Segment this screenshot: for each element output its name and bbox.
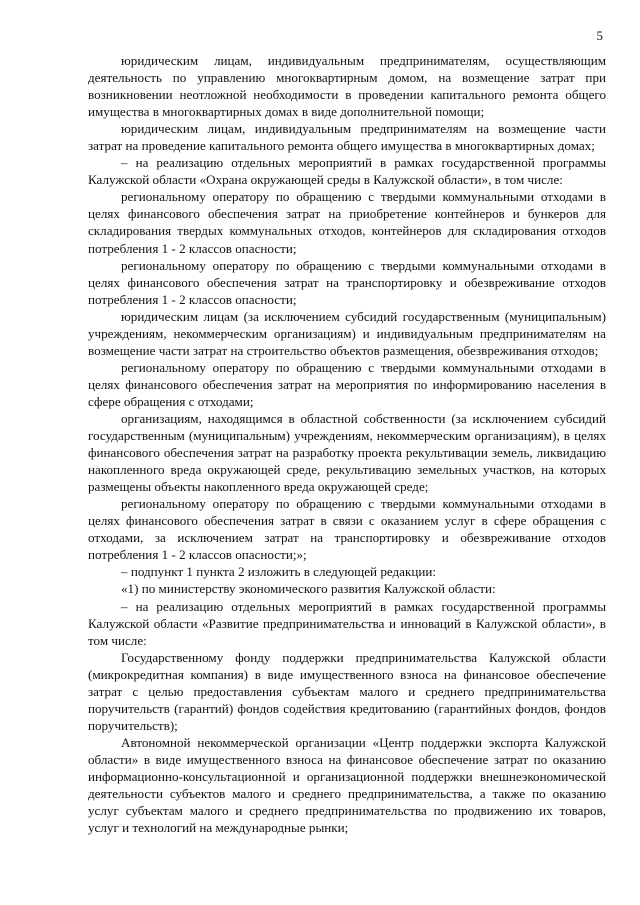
paragraph: – на реализацию отдельных мероприятий в рамках государственной программы Калужской области «Охрана окружающей среды в Калужской области», в том числе: xyxy=(88,155,606,188)
paragraph: юридическим лицам (за исключением субсидий государственным (муниципальным) учреждениям, некоммерческим организациям) и индивидуальным предпринимателям на возмещение части затрат на строительство объектов размещения, обезвреживания отходов; xyxy=(88,308,606,358)
paragraph: – на реализацию отдельных мероприятий в рамках государственной программы Калужской области «Развитие предпринимательства и инноваций в Калужской области», в том числе: xyxy=(88,598,606,648)
paragraph: организациям, находящимся в областной собственности (за исключением субсидий государственным (муниципальным) учреждениям, некоммерческим организациям), в целях финансового обеспечения затрат на разработку проекта рекультивации земель, ликвидацию накопленного вреда окружающей среде, рекультивацию земельных участков, на которых размещены объекты накопленного вреда окружающей среде; xyxy=(88,410,606,495)
paragraph: региональному оператору по обращению с твердыми коммунальными отходами в целях финансового обеспечения затрат в связи с оказанием услуг в сфере обращения с отходами, за исключением затрат на транспортировку и обезвреживание отходов потребления 1 - 2 классов опасности;»; xyxy=(88,496,606,563)
page-number: 5 xyxy=(596,28,603,43)
paragraph: региональному оператору по обращению с твердыми коммунальными отходами в целях финансового обеспечения затрат на приобретение контейнеров и бункеров для складирования твердых коммунальных отходов, контейнеров для складирования отходов потребления 1 - 2 классов опасности; xyxy=(88,189,606,256)
paragraph: региональному оператору по обращению с твердыми коммунальными отходами в целях финансового обеспечения затрат на мероприятия по информированию населения в сфере обращения с отходами; xyxy=(88,359,606,409)
paragraph: Государственному фонду поддержки предпринимательства Калужской области (микрокредитная компания) в виде имущественного взноса на финансовое обеспечение затрат с целью предоставления субъектам малого и среднего предпринимательства поручительств (гарантий) фондов содействия кредитованию (гарантийных фондов, фондов поручительств); xyxy=(88,649,606,733)
paragraph: региональному оператору по обращению с твердыми коммунальными отходами в целях финансового обеспечения затрат на транспортировку и обезвреживание отходов потребления 1 - 2 классов опасности; xyxy=(88,257,606,307)
paragraph: юридическим лицам, индивидуальным предпринимателям, осуществляющим деятельность по управлению многоквартирным домом, на возмещение затрат при возникновении неотложной необходимости в проведении капитального ремонта общего имущества в многоквартирных домах в виде дополнительной помощи; xyxy=(88,53,606,120)
paragraph: Автономной некоммерческой организации «Центр поддержки экспорта Калужской области» в виде имущественного взноса на финансовое обеспечение затрат по оказанию информационно-консультационной и организационной поддержки внешнеэкономической деятельности субъектов малого и среднего предпринимательства, а также по оказанию услуг субъектам малого и среднего предпринимательства по продвижению их товаров, услуг и технологий на международные рынки; xyxy=(88,734,606,836)
paragraph: – подпункт 1 пункта 2 изложить в следующей редакции: xyxy=(121,564,437,580)
document-body xyxy=(88,52,606,836)
paragraph: «1) по министерству экономического развития Калужской области: xyxy=(121,581,496,597)
paragraph: юридическим лицам, индивидуальным предпринимателям на возмещение части затрат на проведение капитального ремонта общего имущества в многоквартирных домах; xyxy=(88,121,606,154)
